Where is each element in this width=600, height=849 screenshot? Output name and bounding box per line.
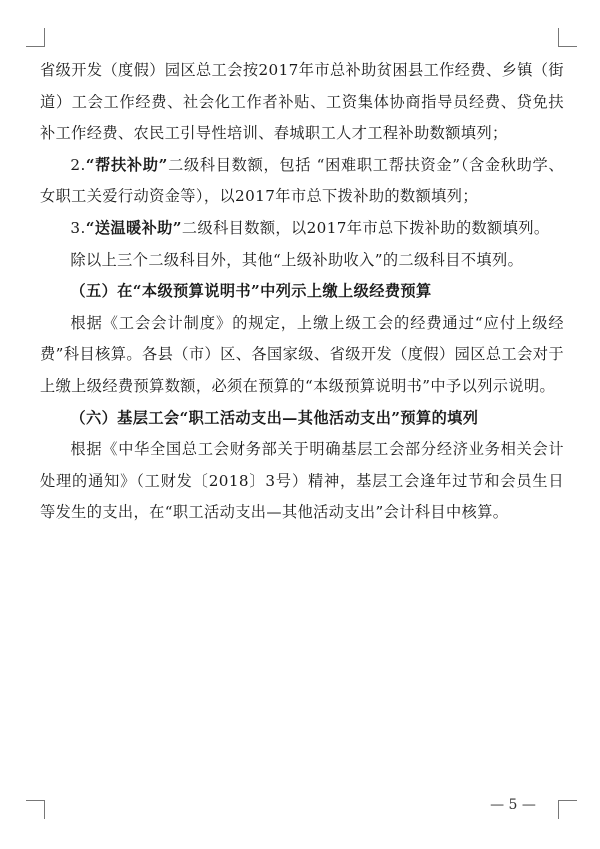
paragraph-section-5: 根据《工会会计制度》的规定，上缴上级工会的经费通过“应付上级经费”科目核算。各县（市）区、各国家级、省级开发（度假）园区总工会对于上缴上级经费预算数额，必须在预算的“本级预算说明书”中予以列示说明。 <box>40 313 564 395</box>
crop-mark-bottom-left <box>26 800 45 819</box>
page-number: — 5 — <box>490 797 536 813</box>
item-text: 二级科目数额，以2017年市总下拨补助的数额填列。 <box>181 218 550 237</box>
paragraph-note: 除以上三个二级科目外，其他“上级补助收入”的二级科目不填列。 <box>70 250 524 269</box>
document-body <box>40 55 564 529</box>
crop-mark-bottom-right <box>558 800 577 819</box>
crop-mark-top-left <box>26 28 45 47</box>
paragraph-item-2 <box>40 150 564 213</box>
section-heading-5: （五）在“本级预算说明书”中列示上缴上级经费预算 <box>70 282 432 301</box>
paragraph-item-3 <box>40 213 564 245</box>
paragraph-continuation: 省级开发（度假）园区总工会按2017年市总补助贫困县工作经费、乡镇（街道）工会工作经费、社会化工作者补贴、工资集体协商指导员经费、贷免扶补工作经费、农民工引导性培训、春城职工人才工程补助数额填列； <box>40 61 564 143</box>
item-number: 3. <box>70 218 86 237</box>
section-heading-6: （六）基层工会“职工活动支出—其他活动支出”预算的填列 <box>70 408 479 427</box>
item-bold-term: “帮扶补助” <box>85 155 168 174</box>
paragraph-section-6: 根据《中华全国总工会财务部关于明确基层工会部分经济业务相关会计处理的通知》（工财发〔2018〕3号）精神，基层工会逢年过节和会员生日等发生的支出，在“职工活动支出—其他活动支出”会计科目中核算。 <box>40 440 564 522</box>
crop-mark-top-right <box>558 28 577 47</box>
item-number: 2. <box>70 155 86 174</box>
item-text: 二级科目数额，包括 “困难职工帮扶资金”（含金秋助学、女职工关爱行动资金等），以2017年市总下拨补助的数额填列； <box>40 155 565 206</box>
item-bold-term: “送温暖补助” <box>85 218 182 237</box>
